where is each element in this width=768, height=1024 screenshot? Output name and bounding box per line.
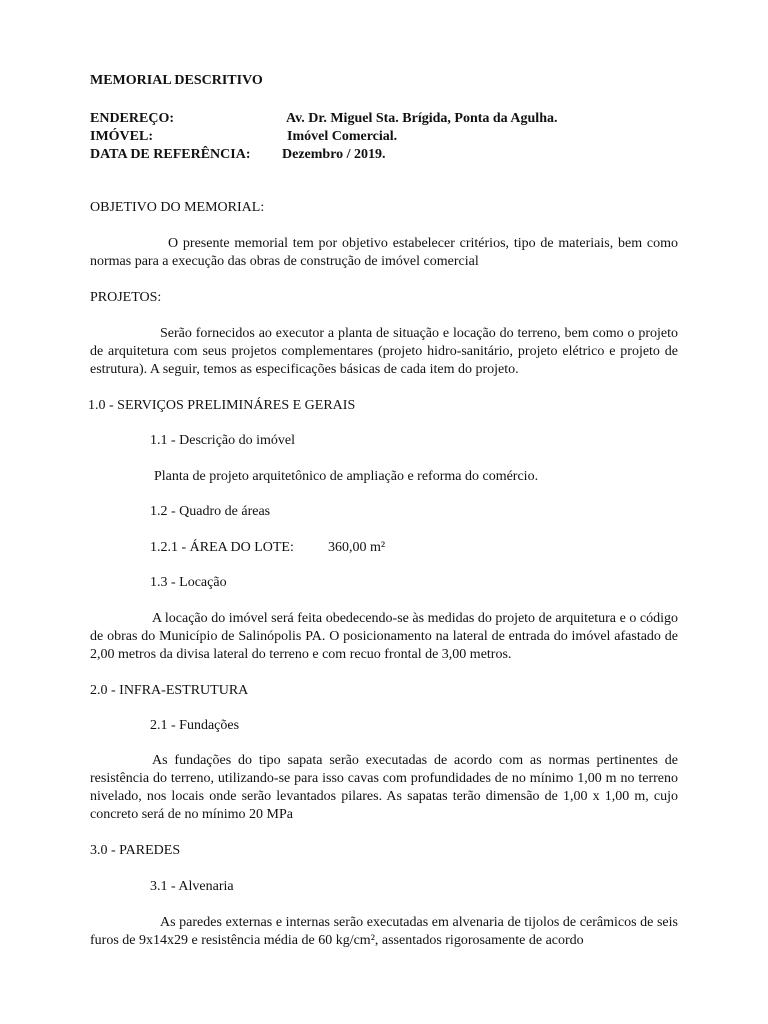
data-referencia-label: DATA DE REFERÊNCIA:	[90, 147, 251, 162]
section-2-1-heading: 2.1 - Fundações	[150, 718, 240, 733]
projetos-heading: PROJETOS:	[90, 290, 162, 305]
section-3-heading: 3.0 - PAREDES	[90, 843, 181, 858]
section-1-2-1-label: 1.2.1 - ÁREA DO LOTE:	[150, 540, 294, 555]
section-1-heading: 1.0 - SERVIÇOS PRELIMINÁRES E GERAIS	[88, 398, 356, 413]
endereco-value: Av. Dr. Miguel Sta. Brígida, Ponta da Agulha.	[286, 111, 558, 126]
section-1-2-heading: 1.2 - Quadro de áreas	[150, 504, 271, 519]
section-3-1-paragraph: As paredes externas e internas serão executadas em alvenaria de tijolos de cerâmicos de seis furos de 9x14x29 e resistência média de 60 kg/cm², assentados rigorosamente de acordo	[90, 915, 678, 948]
section-2-heading: 2.0 - INFRA-ESTRUTURA	[90, 683, 249, 698]
section-1-3-heading: 1.3 - Locação	[150, 575, 227, 590]
objetivo-heading: OBJETIVO DO MEMORIAL:	[90, 200, 265, 215]
imovel-label: IMÓVEL:	[90, 129, 153, 144]
section-1-2-1-value: 360,00 m²	[328, 540, 386, 555]
endereco-label: ENDEREÇO:	[90, 111, 175, 126]
section-1-1-heading: 1.1 - Descrição do imóvel	[150, 433, 296, 448]
section-3-1-heading: 3.1 - Alvenaria	[150, 879, 234, 894]
imovel-value: Imóvel Comercial.	[287, 129, 398, 144]
projetos-paragraph: Serão fornecidos ao executor a planta de situação e locação do terreno, bem como o projeto de arquitetura com seus projetos complementares (projeto hidro-sanitário, projeto elétrico e projeto de estrutura). A seguir, temos as especificações básicas de cada item do projeto.	[90, 326, 678, 377]
section-1-1-text: Planta de projeto arquitetônico de ampliação e reforma do comércio.	[154, 469, 539, 484]
data-referencia-value: Dezembro / 2019.	[282, 147, 386, 162]
document-title: MEMORIAL DESCRITIVO	[90, 73, 263, 88]
objetivo-paragraph: O presente memorial tem por objetivo estabelecer critérios, tipo de materiais, bem como normas para a execução das obras de construção de imóvel comercial	[90, 236, 678, 269]
section-2-1-paragraph: As fundações do tipo sapata serão executadas de acordo com as normas pertinentes de resistência do terreno, utilizando-se para isso cavas com profundidades de no mínimo 1,00 m no terreno nivelado, nos locais onde serão levantados pilares. As sapatas terão dimensão de 1,00 x 1,00 m, cujo concreto será de no mínimo 20 MPa	[90, 753, 678, 822]
section-1-3-paragraph: A locação do imóvel será feita obedecendo-se às medidas do projeto de arquitetura e o código de obras do Município de Salinópolis PA. O posicionamento na lateral de entrada do imóvel afastado de 2,00 metros da divisa lateral do terreno e com recuo frontal de 3,00 metros.	[90, 611, 678, 662]
